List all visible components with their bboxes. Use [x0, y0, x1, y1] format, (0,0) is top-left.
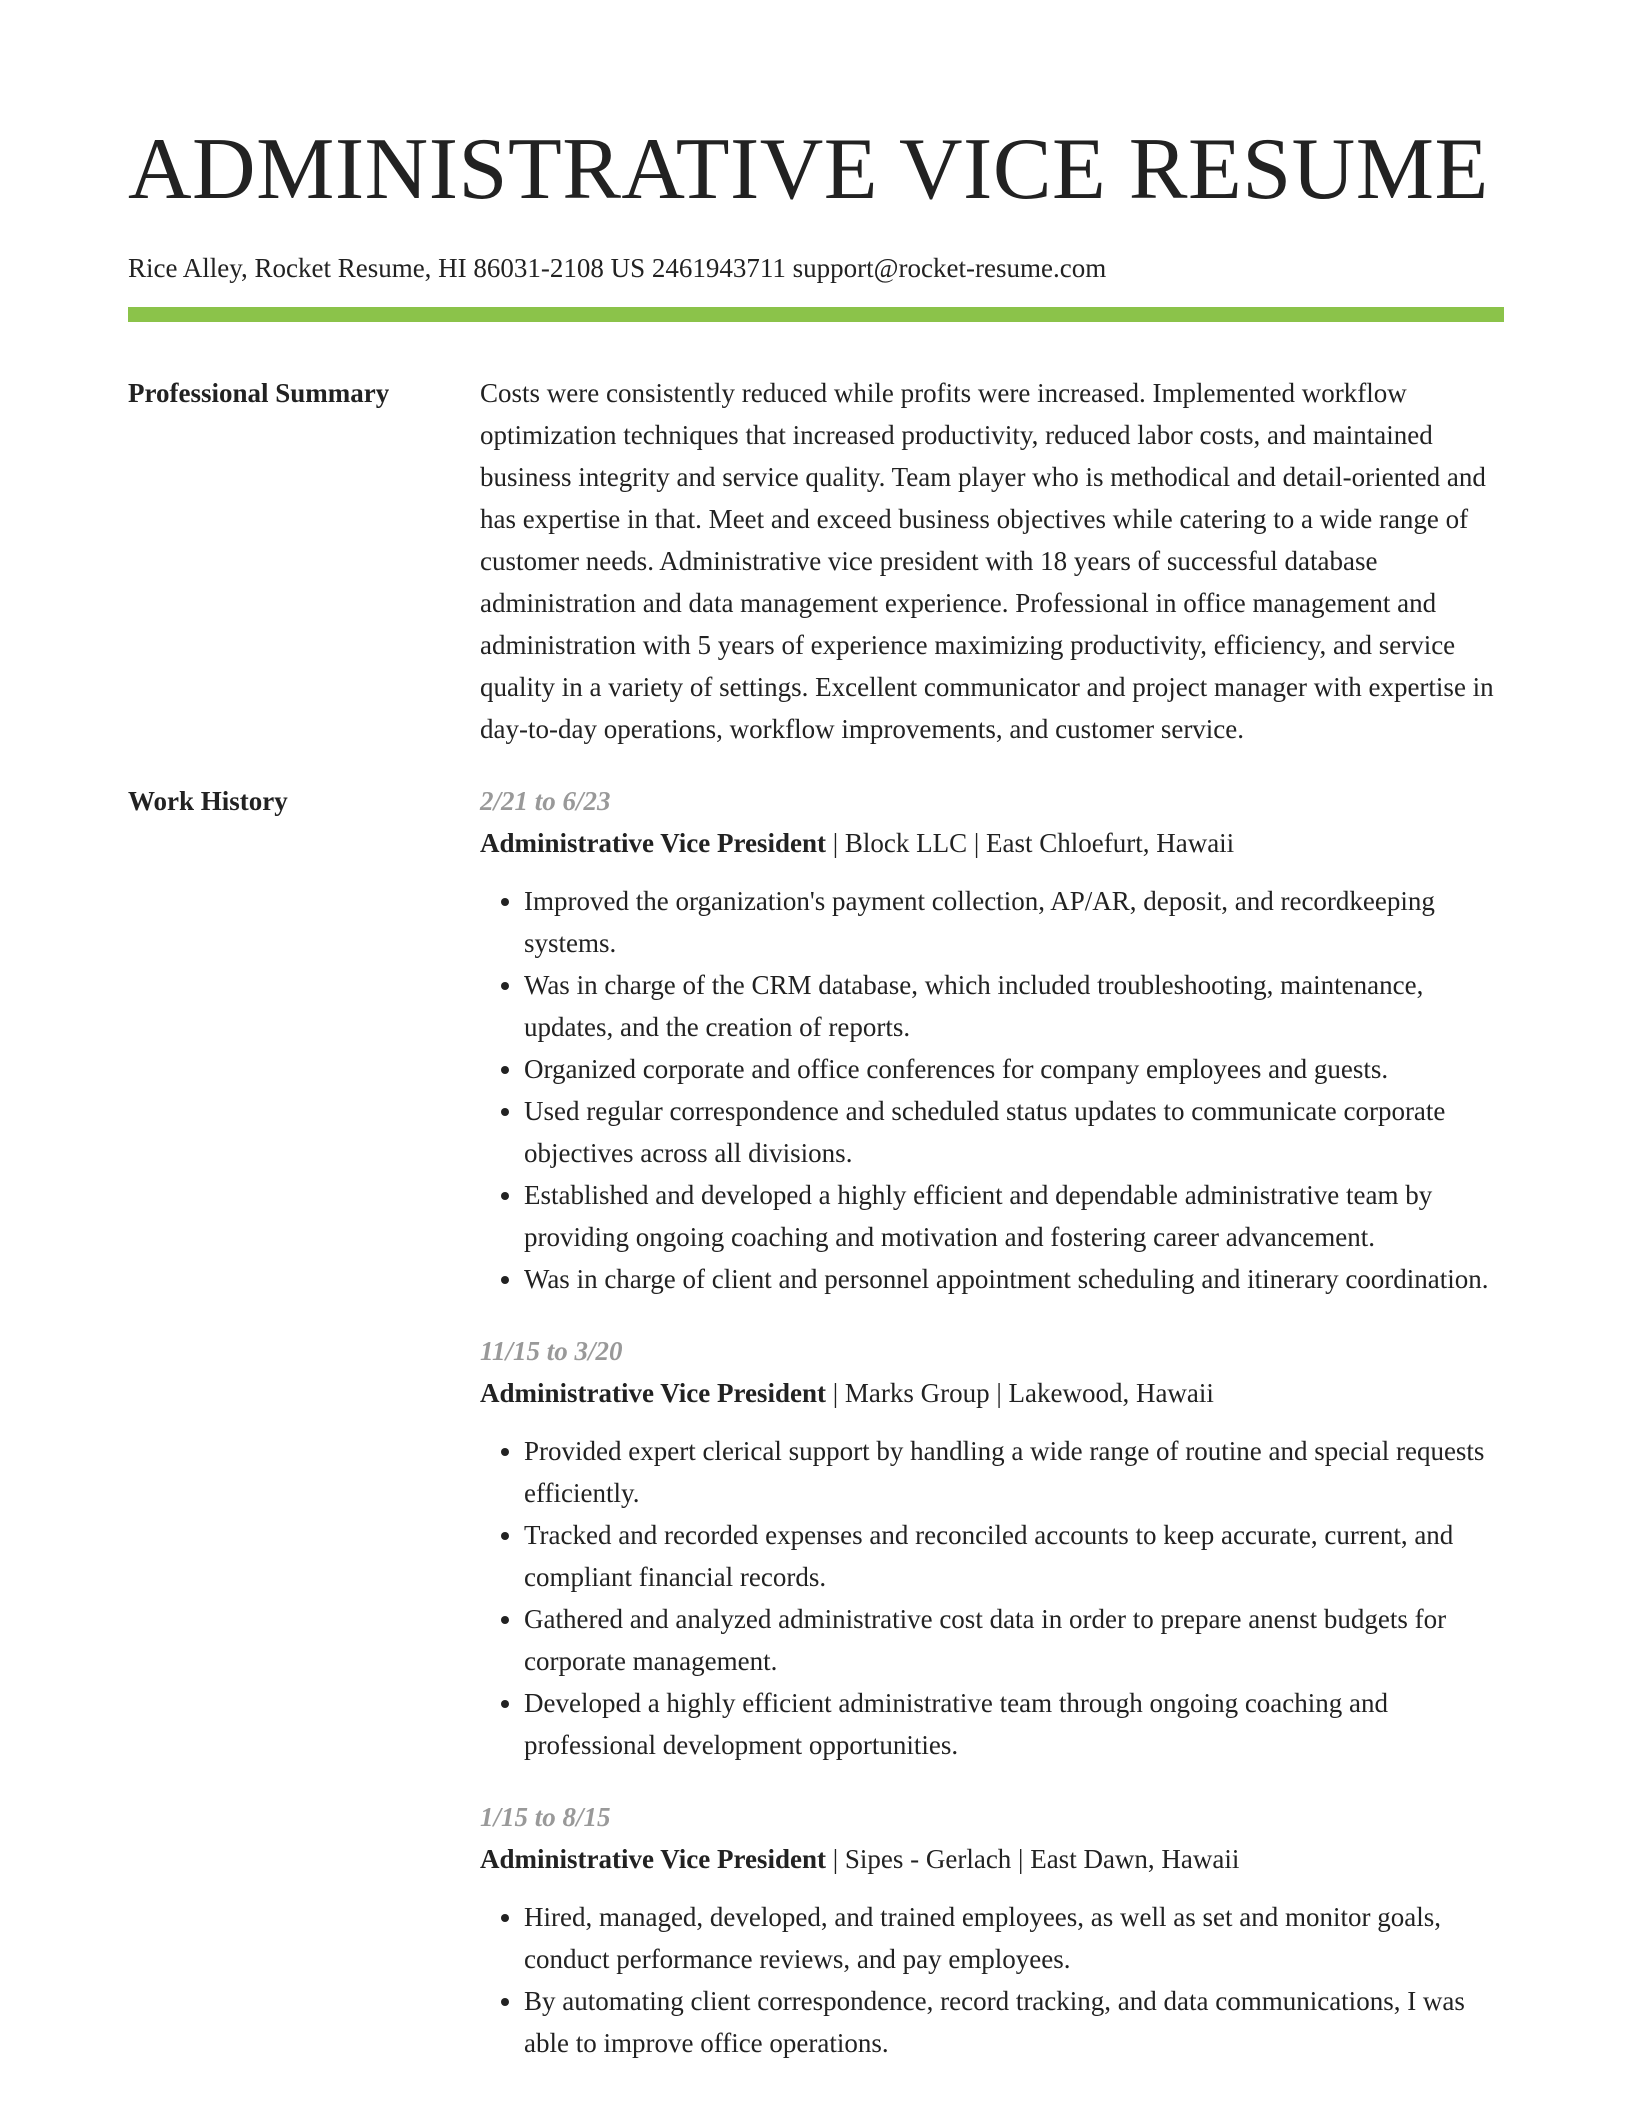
- job-bullet: • Gathered and analyzed administrative cost data in order to prepare anenst budgets for corporate management.: [524, 1598, 1504, 1682]
- job-bullet: • Developed a highly efficient administrative team through ongoing coaching and professional development opportunities.: [524, 1682, 1504, 1766]
- job-bullet-list: [480, 1896, 1504, 2064]
- job-bullet: • Provided expert clerical support by handling a wide range of routine and special requests efficiently.: [524, 1430, 1504, 1514]
- job-company-location: | Marks Group | Lakewood, Hawaii: [825, 1378, 1214, 1408]
- section-label-summary: Professional Summary: [128, 378, 390, 408]
- job-entry: [480, 1796, 1504, 2064]
- job-bullet-list: [480, 880, 1504, 1300]
- job-bullet: • Was in charge of the CRM database, which included troubleshooting, maintenance, updates, and the creation of reports.: [524, 964, 1504, 1048]
- resume-title: ADMINISTRATIVE VICE RESUME: [128, 121, 1489, 218]
- work-history-body: [480, 780, 1504, 2094]
- job-company-location: | Block LLC | East Chloefurt, Hawaii: [825, 828, 1235, 858]
- job-title-line: [480, 822, 1504, 864]
- job-bullet: • Used regular correspondence and scheduled status updates to communicate corporate objectives across all divisions.: [524, 1090, 1504, 1174]
- job-bullet: • Tracked and recorded expenses and reconciled accounts to keep accurate, current, and compliant financial records.: [524, 1514, 1504, 1598]
- job-entry: [480, 780, 1504, 1300]
- summary-text: Costs were consistently reduced while profits were increased. Implemented workflow optimization techniques that increased productivity, reduced labor costs, and maintained business integrity and service quality. Team player who is methodical and detail-oriented and has expertise in that. Meet and exceed business objectives while catering to a wide range of customer needs. Administrative vice president with 18 years of successful database administration and data management experience. Professional in office management and administration with 5 years of experience maximizing productivity, efficiency, and service quality in a variety of settings. Excellent communicator and project manager with expertise in day-to-day operations, workflow improvements, and customer service.: [480, 378, 1494, 744]
- job-dates: 11/15 to 3/20: [480, 1336, 623, 1366]
- job-bullet-list: [480, 1430, 1504, 1766]
- job-bullet: • Was in charge of client and personnel appointment scheduling and itinerary coordination.: [524, 1258, 1504, 1300]
- job-title: Administrative Vice President: [480, 1378, 826, 1408]
- resume-page: [128, 120, 1504, 2094]
- summary-body: [480, 372, 1504, 750]
- accent-divider: [128, 307, 1504, 322]
- job-dates: 1/15 to 8/15: [480, 1802, 611, 1832]
- job-title-line: [480, 1372, 1504, 1414]
- job-bullet: • Established and developed a highly efficient and dependable administrative team by providing ongoing coaching and motivation and fostering career advancement.: [524, 1174, 1504, 1258]
- job-bullet: • Improved the organization's payment collection, AP/AR, deposit, and recordkeeping systems.: [524, 880, 1504, 964]
- job-entry: [480, 1330, 1504, 1766]
- work-history-section: [128, 780, 1504, 2094]
- section-label-work-history: Work History: [128, 786, 288, 816]
- professional-summary-section: [128, 372, 1504, 750]
- job-company-location: | Sipes - Gerlach | East Dawn, Hawaii: [825, 1844, 1240, 1874]
- job-dates: 2/21 to 6/23: [480, 786, 611, 816]
- job-bullet: • Organized corporate and office conferences for company employees and guests.: [524, 1048, 1504, 1090]
- contact-line: Rice Alley, Rocket Resume, HI 86031-2108 US 2461943711 support@rocket-resume.com: [128, 253, 1107, 283]
- job-bullet: • Hired, managed, developed, and trained employees, as well as set and monitor goals, conduct performance reviews, and pay employees.: [524, 1896, 1504, 1980]
- job-bullet: • By automating client correspondence, record tracking, and data communications, I was able to improve office operations.: [524, 1980, 1504, 2064]
- job-title-line: [480, 1838, 1504, 1880]
- job-title: Administrative Vice President: [480, 1844, 826, 1874]
- job-title: Administrative Vice President: [480, 828, 826, 858]
